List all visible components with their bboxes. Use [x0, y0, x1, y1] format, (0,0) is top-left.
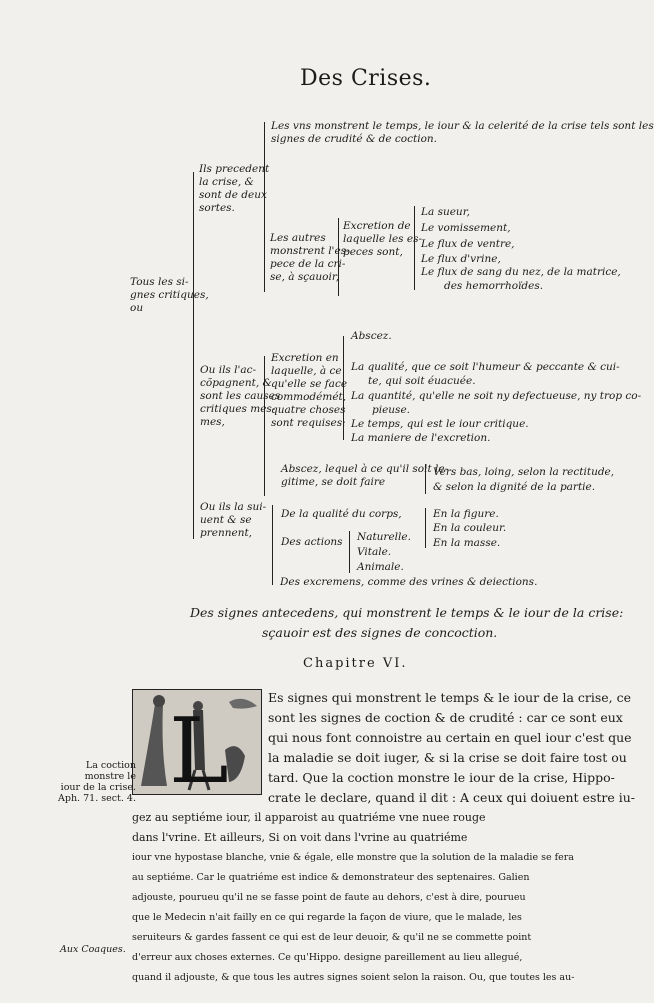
body-line-6: crate le declare, quand il dit : A ceux qui doiuent estre iu-	[268, 790, 636, 805]
actions-opt-1: Vitale.	[357, 546, 392, 558]
suivent-label: Ou ils la sui- uent & se prennent,	[200, 501, 267, 539]
corps-opt-1: En la couleur.	[433, 522, 507, 534]
body-line-12: que le Medecin n'ait failly en ce qui regarde la façon de viure, que le malade, les	[132, 912, 522, 923]
subtitle-line-1: Des signes antecedens, qui monstrent le temps & le iour de la crise:	[190, 605, 624, 620]
precedent-excretion: Excretion de laquelle les es- peces sont,	[343, 220, 423, 258]
body-line-11: adjouste, pourueu qu'il ne se fasse point de faute au dehors, c'est à dire, pourueu	[132, 892, 526, 903]
corps-opt-0: En la figure.	[433, 508, 499, 520]
req-4: pieuse.	[372, 404, 410, 416]
req-1: La qualité, que ce soit l'humeur & peccante & cui-	[351, 361, 620, 373]
running-head: Des Crises.	[300, 66, 432, 91]
abscez-opt-1: & selon la dignité de la partie.	[433, 481, 596, 493]
body-line-13: seruiteurs & gardes fassent ce qui est de leur deuoir, & qu'il ne se commette point	[132, 932, 532, 943]
species-0: La sueur,	[421, 206, 470, 218]
body-line-10: au septiéme. Car le quatriéme est indice & demonstrateur des septenaires. Galien	[132, 872, 530, 883]
body-line-8: dans l'vrine. Et ailleurs, Si on voit dans l'vrine au quatriéme	[132, 831, 468, 844]
species-brace	[414, 206, 415, 290]
corps-opt-2: En la masse.	[433, 537, 501, 549]
autres-brace	[338, 218, 339, 296]
body-line-14: d'erreur aux choses externes. Ce qu'Hippo. designe pareillement au lieu allegué,	[132, 952, 523, 963]
actions-opt-0: Naturelle.	[357, 531, 411, 543]
margin-note-coction: La coction monstre le iour de la crise. Aph. 71. sect. 4.	[58, 760, 136, 804]
suivent-corps: De la qualité du corps,	[281, 508, 402, 520]
suivent-brace	[272, 505, 273, 585]
precedent-label: Ils precedent la crise, & sont de deux sortes.	[199, 163, 270, 214]
body-line-5: tard. Que la coction monstre le iour de la crise, Hippo-	[268, 770, 615, 785]
precedent-b1: Les vns monstrent le temps, le iour & la celerité de la crise tels sont les signes de crudité & de coction.	[271, 120, 654, 145]
body-line-2: sont les signes de coction & de crudité : car ce sont eux	[268, 710, 623, 725]
body-line-3: qui nous font connoistre au certain en quel iour c'est que	[268, 730, 632, 745]
body-line-1: Es signes qui monstrent le temps & le iour de la crise, ce	[268, 690, 632, 705]
abscez-brace	[425, 464, 426, 494]
body-line-7: gez au septiéme iour, il apparoist au quatriéme vne nuee rouge	[132, 811, 486, 824]
accompagnent-brace	[264, 356, 265, 496]
species-2: Le flux de ventre,	[421, 238, 515, 250]
precedent-autres: Les autres monstrent l'es- pece de la cri- se, à sçauoir,	[270, 232, 350, 283]
req-3: La quantité, qu'elle ne soit ny defectueuse, ny trop co-	[351, 390, 642, 402]
accompagnent-excretion: Excretion en laquelle, à ce qu'elle se face commodémét, quatre choses sont requises:	[271, 352, 348, 429]
dropcap-letter: L	[169, 699, 229, 804]
actions-opt-2: Animale.	[357, 561, 404, 573]
woodcut-illustration	[133, 690, 261, 804]
suivent-excremens: Des excremens, comme des vrines & deiections.	[280, 576, 538, 588]
req-5: Le temps, qui est le iour critique.	[351, 418, 529, 430]
decorated-initial	[132, 689, 262, 804]
accompagnent-abscez: Abscez, lequel à ce qu'il soit le- gitime, se doit faire	[281, 463, 449, 488]
req-6: La maniere de l'excretion.	[351, 432, 491, 444]
precedent-brace	[264, 122, 265, 292]
species-4: Le flux de sang du nez, de la matrice,	[421, 266, 621, 278]
abscez-opt-0: Vers bas, loing, selon la rectitude,	[433, 466, 615, 478]
species-3: Le flux d'vrine,	[421, 253, 501, 265]
root-brace	[193, 172, 194, 539]
species-1: Le vomissement,	[421, 222, 511, 234]
req-2: te, qui soit éuacuée.	[368, 375, 476, 387]
table-root: Tous les si- gnes critiques, ou	[130, 276, 209, 314]
body-line-9: iour vne hypostase blanche, vnie & égale, elle monstre que la solution de la maladie se fera	[132, 852, 574, 863]
corps-brace	[425, 508, 426, 548]
suivent-actions: Des actions	[281, 536, 343, 548]
species-5: des hemorrhoïdes.	[444, 280, 544, 292]
margin-note-coaques: Aux Coaques.	[60, 944, 126, 955]
chapter-heading: Chapitre VI.	[303, 656, 408, 671]
subtitle-line-2: sçauoir est des signes de concoction.	[262, 625, 498, 640]
req-0: Abscez.	[351, 330, 392, 342]
accompagnent-label: Ou ils l'ac- cõpagnent, & sont les causes critiques mes- mes,	[200, 364, 281, 428]
body-line-4: la maladie se doit iuger, & si la crise se doit faire tost ou	[268, 750, 627, 765]
actions-brace	[349, 531, 350, 573]
req-brace	[343, 336, 344, 440]
body-line-15: quand il adjouste, & que tous les autres signes soient selon la raison. Ou, que toutes les au-	[132, 972, 575, 983]
